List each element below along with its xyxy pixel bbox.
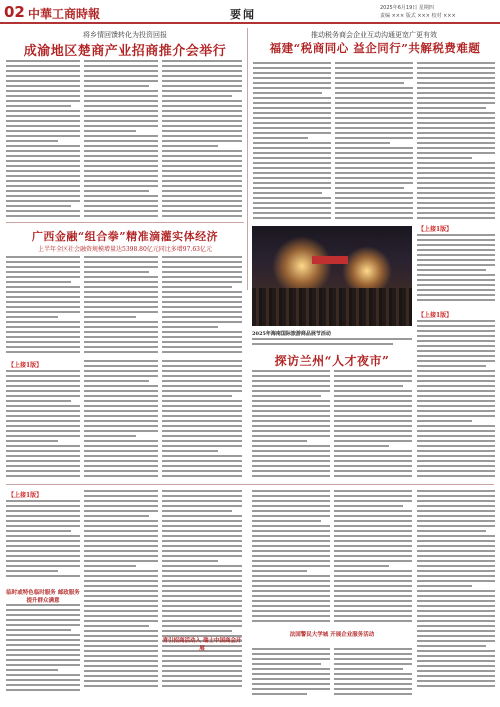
section-title: 要闻 xyxy=(230,8,256,21)
bottom-box1-text xyxy=(6,604,80,696)
article1-kicker: 将乡情回馈转化为投资回报 xyxy=(83,31,167,39)
lower-col2 xyxy=(84,490,158,690)
brief2-text xyxy=(417,234,495,306)
article2-headline: 福建“税商同心 益企同行”共解税费难题 xyxy=(269,41,481,55)
night-market-photo xyxy=(252,226,412,326)
article1-headline: 成渝地区楚商产业招商推介会举行 xyxy=(23,44,227,59)
brief1-col2 xyxy=(84,360,158,480)
article4-headline: 探访兰州“人才夜市” xyxy=(274,354,390,368)
bottom-box3-col1 xyxy=(252,648,330,698)
horizontal-divider xyxy=(6,484,494,485)
article2-kicker: 推动税务商会企业互动沟通更宽广更有效 xyxy=(311,31,437,39)
bottom-box2-title: 青引招商活动入 瑞士中国商会开展 xyxy=(162,638,242,652)
page-number: 02 xyxy=(4,3,25,21)
article1-col1 xyxy=(6,60,80,218)
paper-name: 中華工商時報 xyxy=(28,7,101,21)
brief3-tag: 【上接1版】 xyxy=(418,312,453,319)
article2-col2 xyxy=(335,62,413,220)
lower-col1 xyxy=(6,500,80,582)
article4-col1 xyxy=(252,370,330,480)
masthead-rule xyxy=(0,22,500,24)
article4-col2 xyxy=(334,370,412,480)
article1-col2 xyxy=(84,60,158,218)
lower-col3 xyxy=(162,490,242,690)
photo-caption: 2025年海南国际旅游商品展节活动 xyxy=(252,331,331,337)
article3-col1 xyxy=(6,256,80,356)
lower-col5 xyxy=(334,490,412,626)
lower-col4 xyxy=(252,490,330,626)
article3-col2 xyxy=(84,256,158,356)
brief2-tag: 【上接1版】 xyxy=(418,226,453,233)
brief1-col3 xyxy=(162,360,242,480)
brief3-text xyxy=(417,320,495,480)
article3-subhead: 上半年全区社会融资规模增量达5398.80亿元同比多增97.63亿元 xyxy=(38,246,212,253)
article2-col3 xyxy=(417,62,495,220)
article2-col1 xyxy=(253,62,331,220)
article3-top-rule xyxy=(6,222,244,223)
photo-caption-text xyxy=(252,338,412,350)
brief4-tag: 【上接1版】 xyxy=(8,492,43,499)
lower-col6 xyxy=(417,490,495,690)
article3-col3 xyxy=(162,256,242,356)
editor-line: 责编 ××× 版式 ××× 校对 ××× xyxy=(380,13,456,19)
vertical-divider xyxy=(247,28,248,290)
bottom-box1-title: 临时或特色临时服务 邮政服务提升群众满意 xyxy=(6,590,80,604)
date-line: 2025年6月19日 星期四 xyxy=(380,5,434,11)
bottom-box3-col2 xyxy=(334,648,412,698)
bottom-box3-title: 法国警民大学城 开展企业服务活动 xyxy=(289,632,375,638)
brief1-col1 xyxy=(6,370,80,480)
article1-col3 xyxy=(162,60,242,218)
article3-headline: 广西金融“组合拳”精准滴灌实体经济 xyxy=(31,230,219,243)
brief1-tag: 【上接1版】 xyxy=(8,362,43,369)
